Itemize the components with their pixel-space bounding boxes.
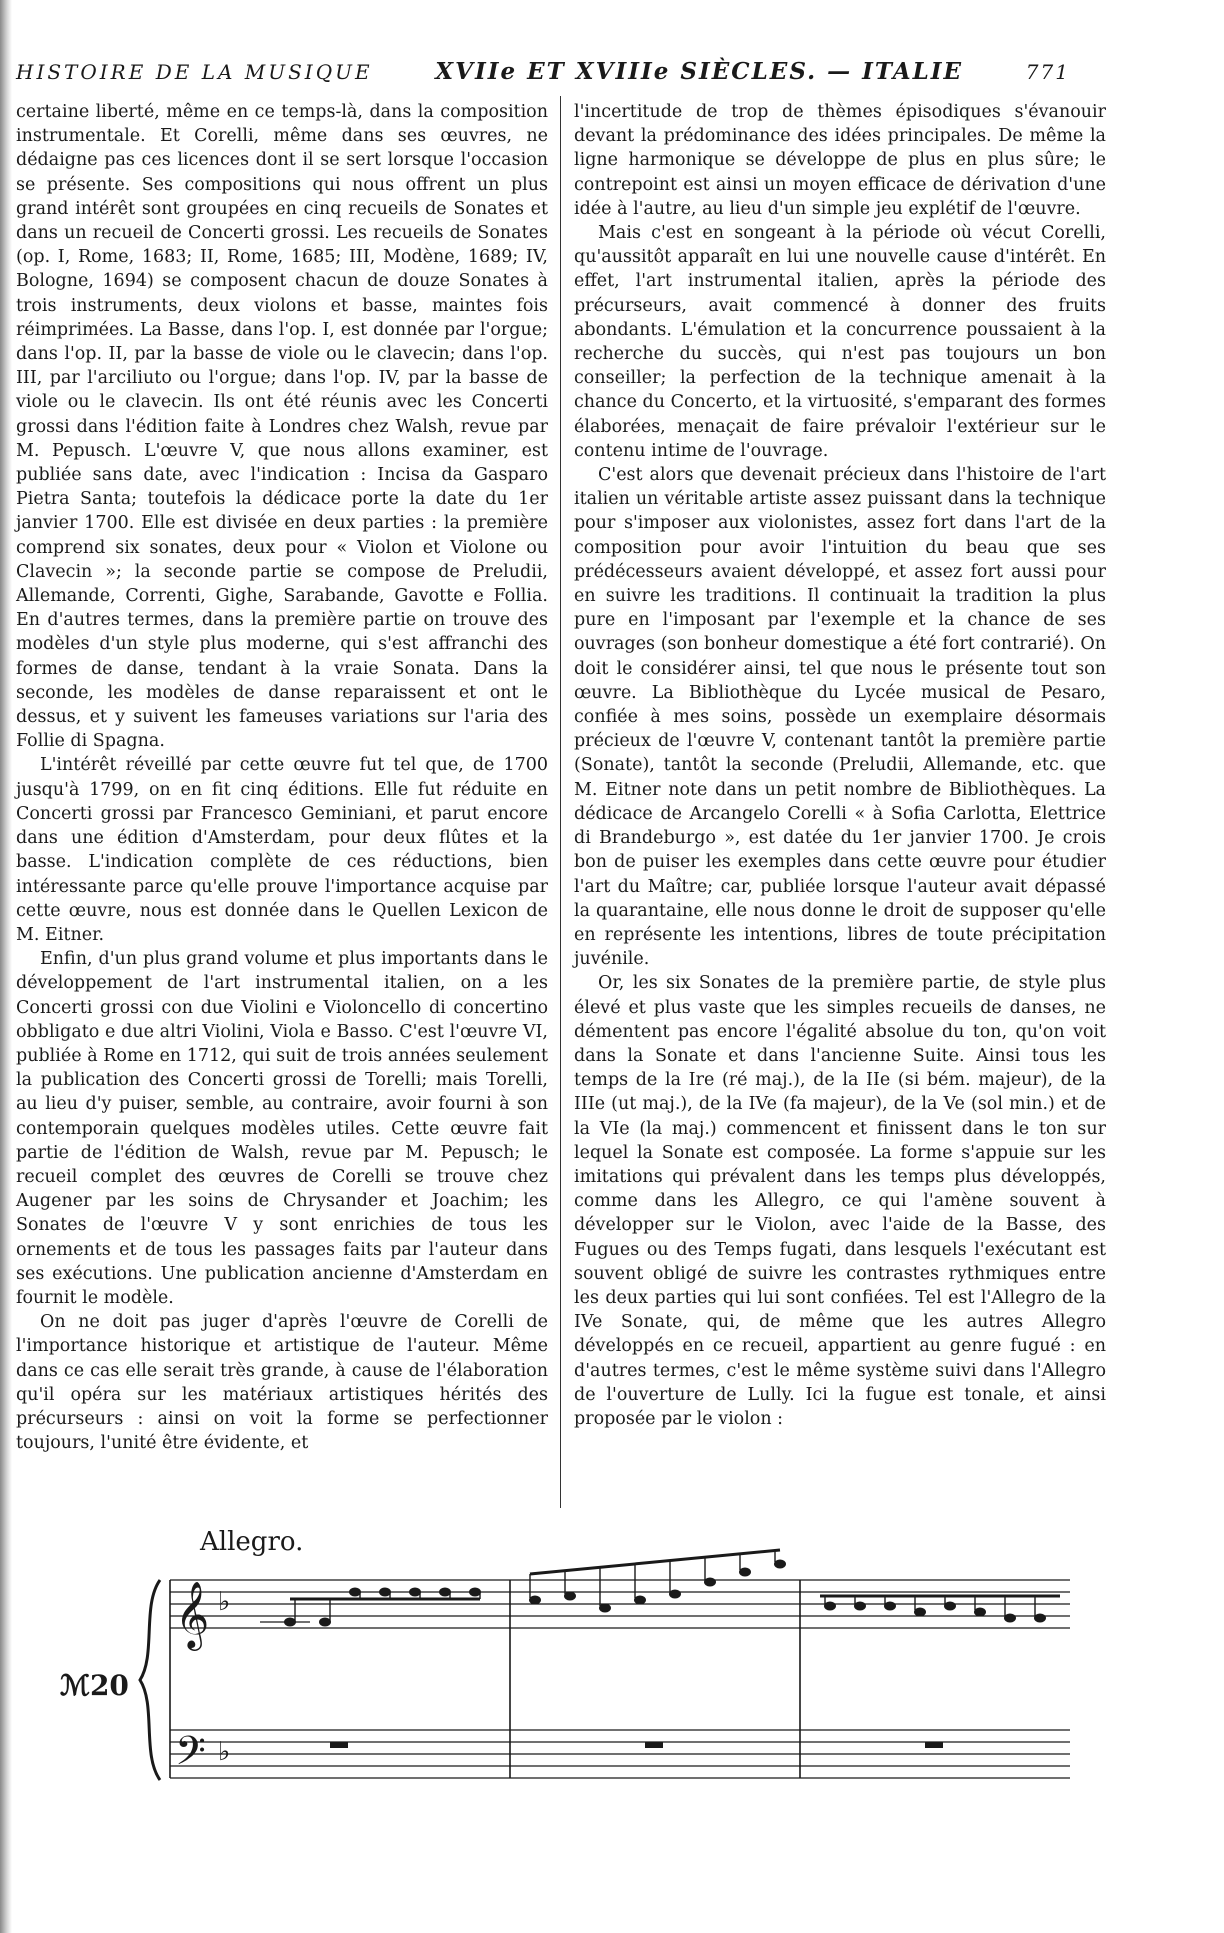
paragraph: Or, les six Sonates de la première partie, de style plus élevé et plus vaste que les simples recueils de danses, ne démentent pas encore l'égalité absolue du ton, qu'on voit dans la Sonate et dans l'ancienne Suite. Ainsi tous les temps de la Ire (ré maj.), de la IIe (si bém. majeur), de la IIIe (ut maj.), de la IVe (fa majeur), de la Ve (sol min.) et de la VIe (la maj.) commencent et finissent dans le ton sur lequel la Sonate est composée. La forme s'appuie sur les imitations qui prévalent dans les temps plus développés, comme dans les Allegro, ce qui l'amène souvent à développer sur le Violon, avec l'aide de la Basse, des Fugues ou des Temps fugati, dans lesquels l'exécutant est souvent obligé de suivre les contrastes rythmiques entre les deux parties qui lui sont confiées. Tel est l'Allegro de la IVe Sonate, qui, de même que les autres Allegro développés en ce recueil, appartient au genre fugué : en d'autres termes, c'est le même système suivi dans l'Allegro de l'ouverture de Lully. Ici la fugue est tonale, et ainsi proposée par le violon : (574, 973, 1106, 1429)
paragraph: Mais c'est en songeant à la période où vécut Corelli, qu'aussitôt apparaît en lui une nouvelle cause d'intérêt. En effet, l'art instrumental italien, après la période des précurseurs, avait commencé à donner des fruits abondants. L'émulation et la concurrence poussaient à la recherche du succès, qui n'est pas toujours un bon conseiller; la perfection de la technique amenait à la chance du Concerto, et la virtuosité, s'emparant des formes élaborées, menaçait de faire prévaloir l'extérieur sur le contenu intime de l'ouvrage. (574, 223, 1106, 461)
right-column (574, 100, 1106, 1431)
treble-measure-2 (530, 1550, 786, 1612)
bass-clef-icon: 𝄢 (175, 1728, 206, 1784)
treble-measure-1 (260, 1588, 481, 1626)
bass-rests (330, 1742, 943, 1748)
flat-icon: ♭ (218, 1587, 231, 1617)
treble-clef-icon: 𝄞 (175, 1580, 210, 1648)
paragraph: C'est alors que devenait précieux dans l'histoire de l'art italien un véritable artiste assez puissant dans la technique pour s'imposer aux violonistes, assez fort dans l'art de la composition pour avoir l'intuition du beau que ses prédécesseurs avaient développé, et assez fort aussi pour en suivre les traditions. Il continuait la tradition la plus pure en l'imposant par l'exemple et la chance de ses ouvrages (son bonheur domestique a été fort contrarié). On doit le considérer ainsi, tel que nous le présente tout son œuvre. La Bibliothèque du Lycée musical de Pesaro, confiée à mes soins, possède un exemplaire désormais précieux de l'œuvre V, contenant tantôt la première partie (Sonate), tantôt la seconde (Preludii, Allemande, etc. que M. Eitner note dans un petit nombre de Bibliothèques. La dédicace de Arcangelo Corelli « à Sofia Carlotta, Elettrice di Brandeburgo », est datée du 1er janvier 1700. Je crois bon de puiser les exemples dans cette œuvre pour étudier l'art du Maître; car, publiée lorsque l'auteur avait dépassé la quarantaine, elle nous donne le droit de supposer qu'elle en représente les intentions, libres de toute précipitation juvénile. (574, 465, 1106, 970)
treble-staff (170, 1580, 1070, 1628)
flat-icon: ♭ (218, 1737, 231, 1767)
barlines (170, 1580, 800, 1778)
figure-label: ℳ20 (60, 1669, 129, 1702)
paragraph: l'incertitude de trop de thèmes épisodiques s'évanouir devant la prédominance des idées principales. De même la ligne harmonique se développe de plus en plus sûre; le contrepoint est ainsi un moyen efficace de dérivation d'une idée à l'autre, au lieu d'un simple jeu explétif de l'œuvre. (574, 102, 1106, 219)
paragraph: On ne doit pas juger d'après l'œuvre de Corelli de l'importance historique et artistique de l'auteur. Même dans ce cas elle serait très grande, à cause de l'élaboration qu'il opéra sur les matériaux artistiques hérités des précurseurs : ainsi on voit la forme se perfectionner toujours, l'unité être évidente, et (16, 1312, 548, 1454)
treble-measure-3 (820, 1596, 1060, 1622)
header-center-title: XVIIe ET XVIIIe SIÈCLES. — ITALIE (435, 58, 964, 85)
header-left-title: HISTOIRE DE LA MUSIQUE (16, 60, 373, 84)
bass-staff (170, 1730, 1070, 1778)
running-header (16, 58, 1070, 88)
column-divider (560, 96, 561, 1508)
page-edge (0, 0, 12, 1933)
score-excerpt (60, 1510, 1070, 1810)
system-brace (140, 1580, 160, 1780)
paragraph: L'intérêt réveillé par cette œuvre fut tel que, de 1700 jusqu'à 1799, on en fit cinq éditions. Elle fut réduite en Concerti grossi par Francesco Geminiani, et parut encore dans une édition d'Amsterdam, pour deux flûtes et la basse. L'indication complète de ces réductions, bien intéressante parce qu'elle prouve l'importance acquise par cette œuvre, nous est donnée dans le Quellen Lexicon de M. Eitner. (16, 755, 548, 945)
paragraph: Enfin, d'un plus grand volume et plus importants dans le développement de l'art instrumental italien, on a les Concerti grossi con due Violini e Violoncello di concertino obbligato e due altri Violini, Viola e Basso. C'est l'œuvre VI, publiée à Rome en 1712, qui suit de trois années seulement la publication des Concerti grossi de Torelli; mais Torelli, au lieu d'y puiser, semble, au contraire, avoir fourni à son contemporain quelques modèles utiles. Cette œuvre fait partie de l'édition de Walsh, revue par M. Pepusch; le recueil complet des œuvres de Corelli se trouve chez Augener par les soins de Chrysander et Joachim; les Sonates de l'œuvre V y sont enrichies de tous les ornements et de tous les passages faits par l'auteur dans ses exécutions. Une publication ancienne d'Amsterdam en fournit le modèle. (16, 949, 548, 1308)
music-example (60, 1510, 1070, 1810)
left-column (16, 100, 548, 1455)
page-number: 771 (1025, 60, 1070, 84)
paragraph: certaine liberté, même en ce temps-là, dans la composition instrumentale. Et Corelli, même dans ses œuvres, ne dédaigne pas ces licences dont il se sert lorsque l'occasion se présente. Ses compositions qui nous offrent un plus grand intérêt sont groupées en cinq recueils de Sonates et dans un recueil de Concerti grossi. Les recueils de Sonates (op. I, Rome, 1683; II, Rome, 1685; III, Modène, 1689; IV, Bologne, 1694) se composent chacun de douze Sonates à trois instruments, deux violons et basse, maintes fois réimprimées. La Basse, dans l'op. I, est donnée par l'orgue; dans l'op. II, par la basse de viole ou le clavecin; dans l'op. III, par l'arciliuto ou l'orgue; dans l'op. IV, par la basse de viole ou le clavecin. Ils ont été réunis avec les Concerti grossi dans l'édition faite à Londres chez Walsh, revue par M. Pepusch. L'œuvre V, que nous allons examiner, est publiée sans date, avec l'indication : Incisa da Gasparo Pietra Santa; toutefois la dédicace porte la date du 1er janvier 1700. Elle est divisée en deux parties : la première comprend six sonates, deux pour « Violon et Violone ou Clavecin »; la seconde partie se compose de Preludii, Allemande, Correnti, Gighe, Sarabande, Gavotte e Follia. En d'autres termes, dans la première partie on trouve des modèles d'un style plus moderne, qui s'est affranchi des formes de danse, tendant à la vraie Sonata. Dans la seconde, les modèles de danse reparaissent et ont le dessus, et y suivent les fameuses variations sur l'aria des Follie di Spagna. (16, 102, 548, 752)
tempo-marking: Allegro. (200, 1527, 304, 1557)
